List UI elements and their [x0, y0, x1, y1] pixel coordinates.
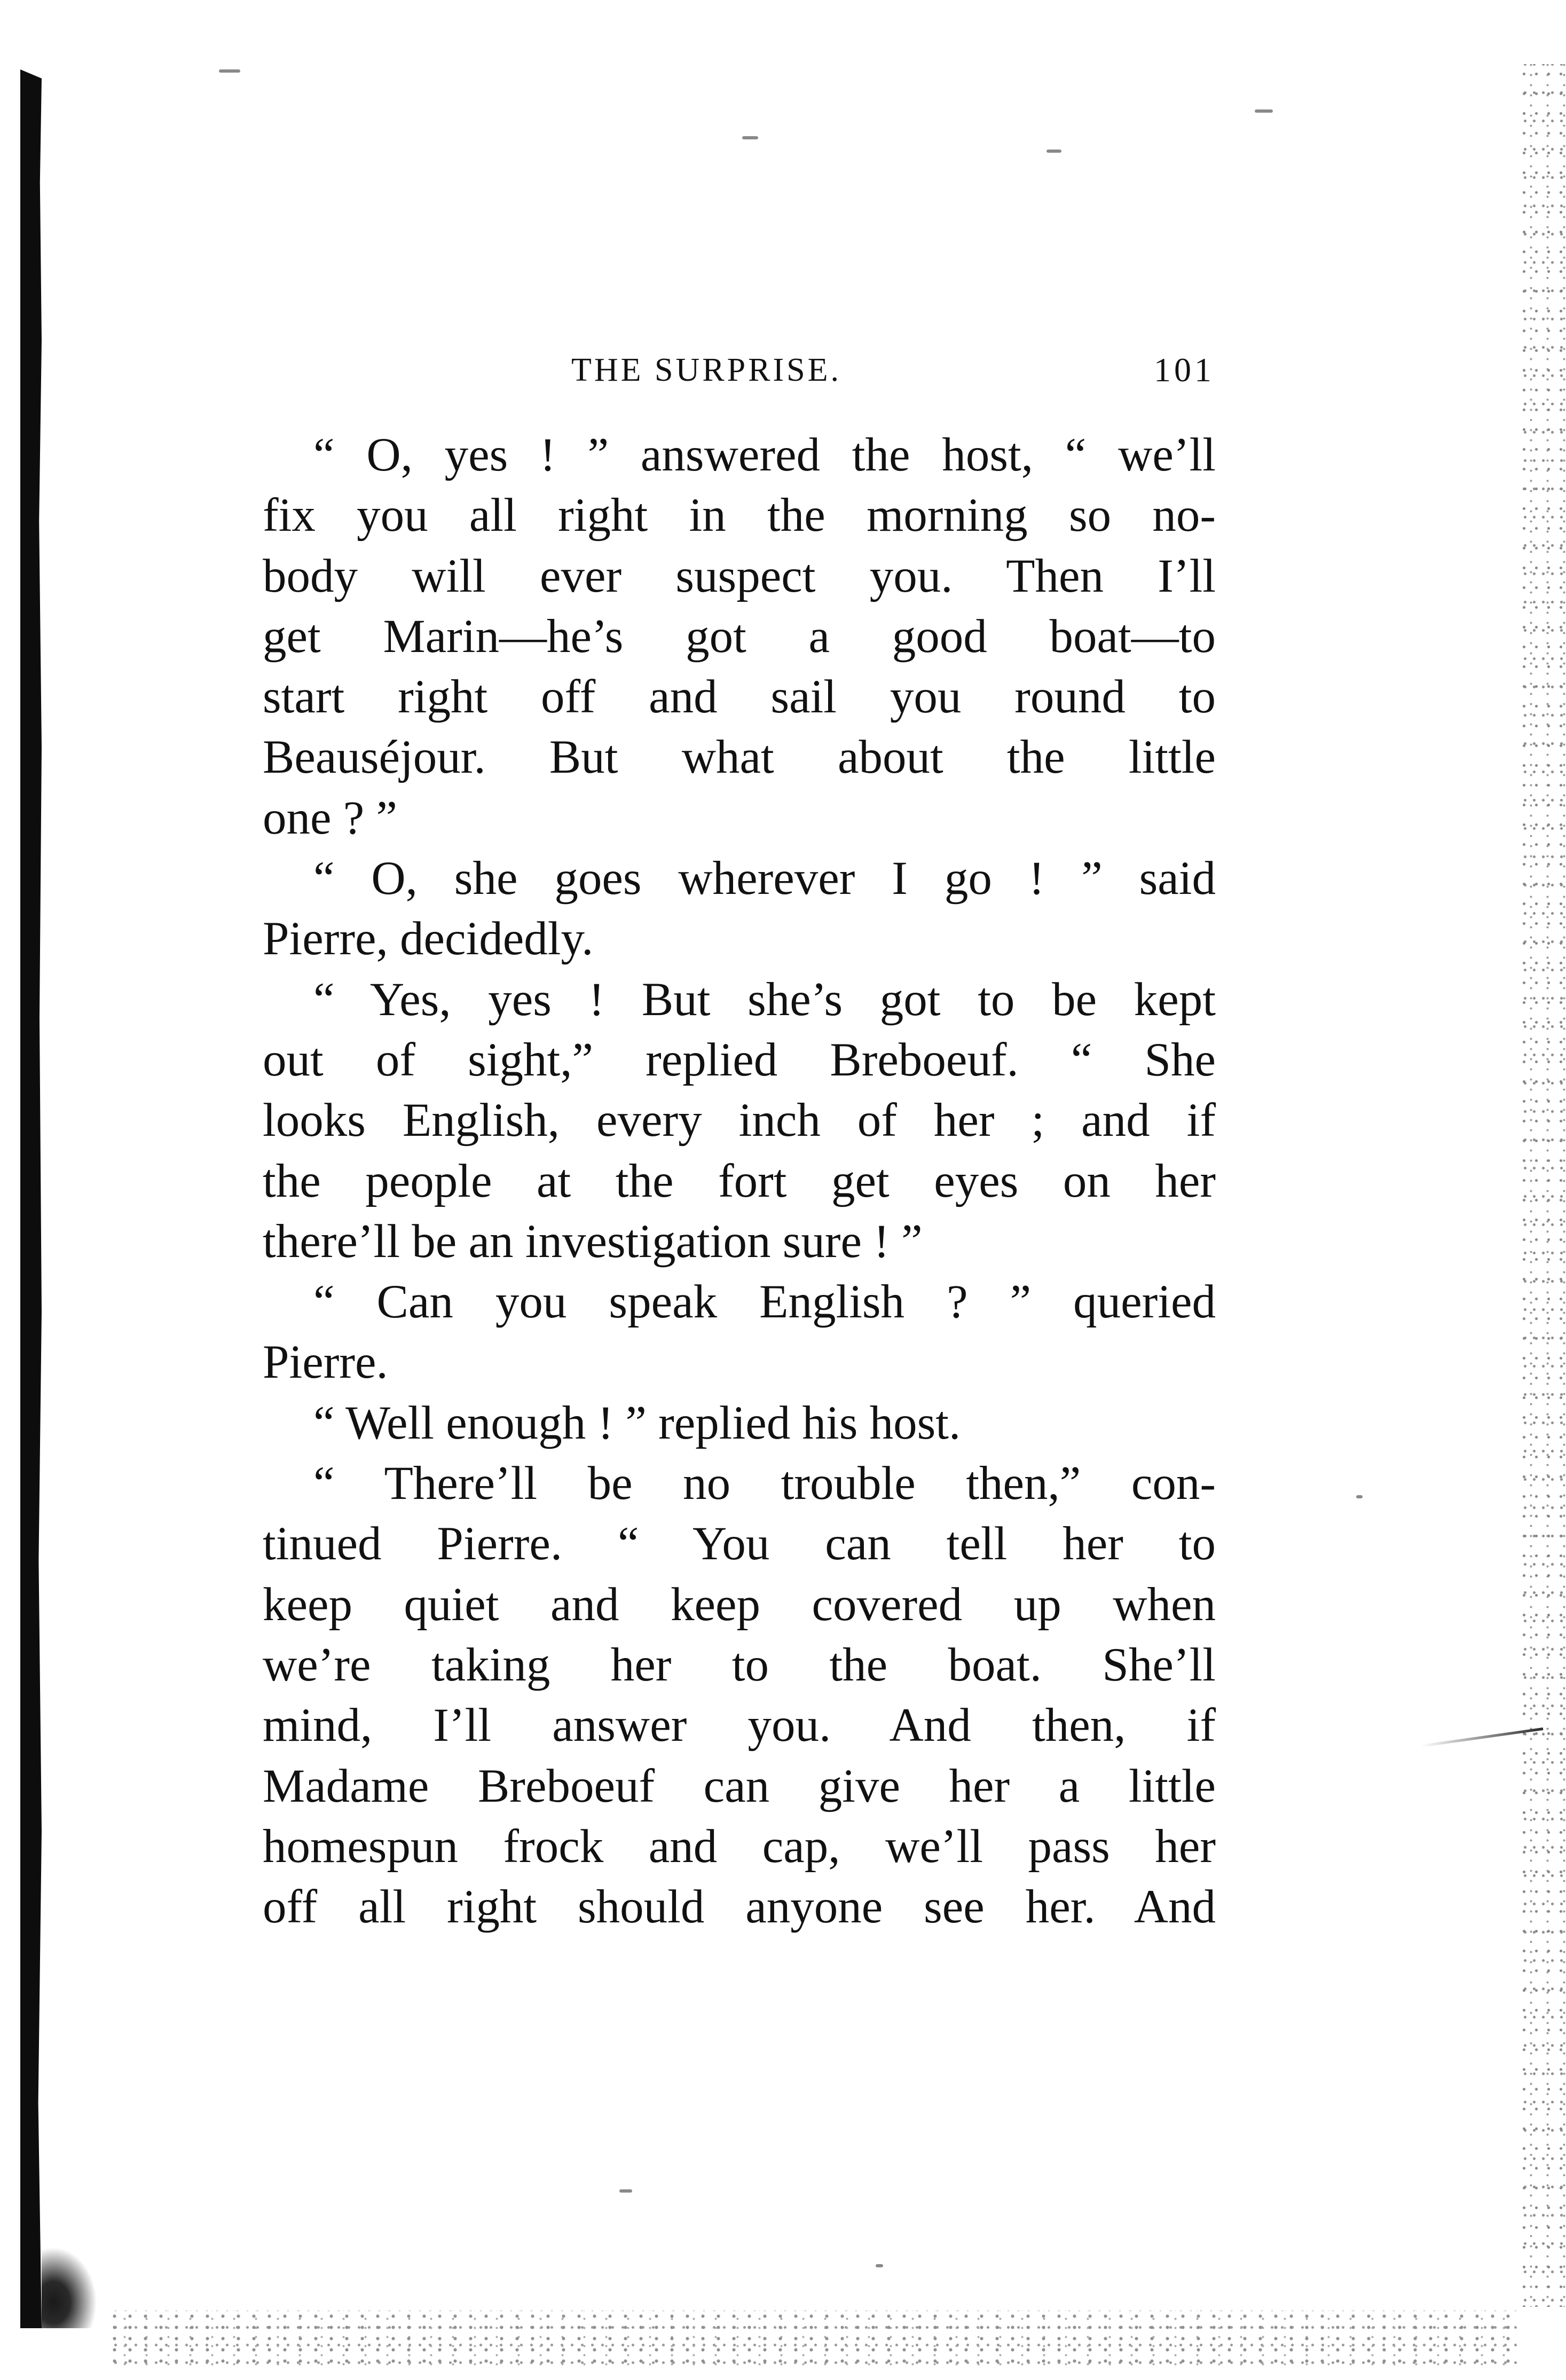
stray-mark: [876, 2264, 883, 2267]
text-line: Pierre, decidedly.: [263, 913, 594, 965]
page-number: 101: [1154, 351, 1215, 389]
chapter-title: THE SURPRISE.: [571, 352, 841, 388]
text-line: “ O, yes ! ” answered the host, “ we’ll: [313, 429, 1216, 481]
text-line: Madame Breboeuf can give her a little: [263, 1760, 1216, 1812]
running-head: [558, 346, 1215, 394]
text-line: start right off and sail you round to: [263, 671, 1216, 724]
text-line: out of sight,” replied Breboeuf. “ She: [263, 1033, 1216, 1086]
text-line: Pierre.: [263, 1336, 388, 1389]
stray-mark: [1255, 109, 1273, 113]
text-line: off all right should anyone see her. And: [263, 1881, 1216, 1934]
binding-edge-shadow: [20, 69, 42, 2328]
binding-smudge: [42, 2243, 100, 2328]
text-line: “ Well enough ! ” replied his host.: [313, 1396, 961, 1449]
text-line: the people at the fort get eyes on her: [263, 1154, 1216, 1207]
text-line: Beauséjour. But what about the little: [263, 731, 1216, 784]
text-line: there’ll be an investigation sure ! ”: [263, 1215, 923, 1268]
text-line: tinued Pierre. “ You can tell her to: [263, 1518, 1216, 1570]
body-text: [263, 425, 1216, 1937]
text-line: “ There’ll be no trouble then,” con-: [313, 1457, 1216, 1510]
text-line: one ? ”: [263, 791, 398, 844]
right-edge-scan-noise: [1518, 64, 1566, 2307]
text-line: get Marin—he’s got a good boat—to: [263, 610, 1216, 663]
text-line: mind, I’ll answer you. And then, if: [263, 1699, 1216, 1752]
stray-mark: [1356, 1495, 1363, 1498]
text-line: fix you all right in the morning so no-: [263, 489, 1216, 542]
text-line: “ O, she goes wherever I go ! ” said: [313, 852, 1216, 905]
stray-mark: [219, 69, 240, 73]
stray-mark: [619, 2189, 632, 2193]
stray-mark: [742, 136, 758, 139]
stray-mark: [1046, 150, 1061, 153]
bottom-edge-scan-noise: [107, 2311, 1522, 2369]
text-line: homespun frock and cap, we’ll pass her: [263, 1820, 1216, 1873]
text-line: body will ever suspect you. Then I’ll: [263, 549, 1216, 602]
text-line: looks English, every inch of her ; and if: [263, 1094, 1216, 1147]
text-line: “ Yes, yes ! But she’s got to be kept: [313, 973, 1216, 1026]
text-line: keep quiet and keep covered up when: [263, 1578, 1216, 1631]
text-line: we’re taking her to the boat. She’ll: [263, 1638, 1216, 1691]
text-line: “ Can you speak English ? ” queried: [313, 1276, 1216, 1329]
